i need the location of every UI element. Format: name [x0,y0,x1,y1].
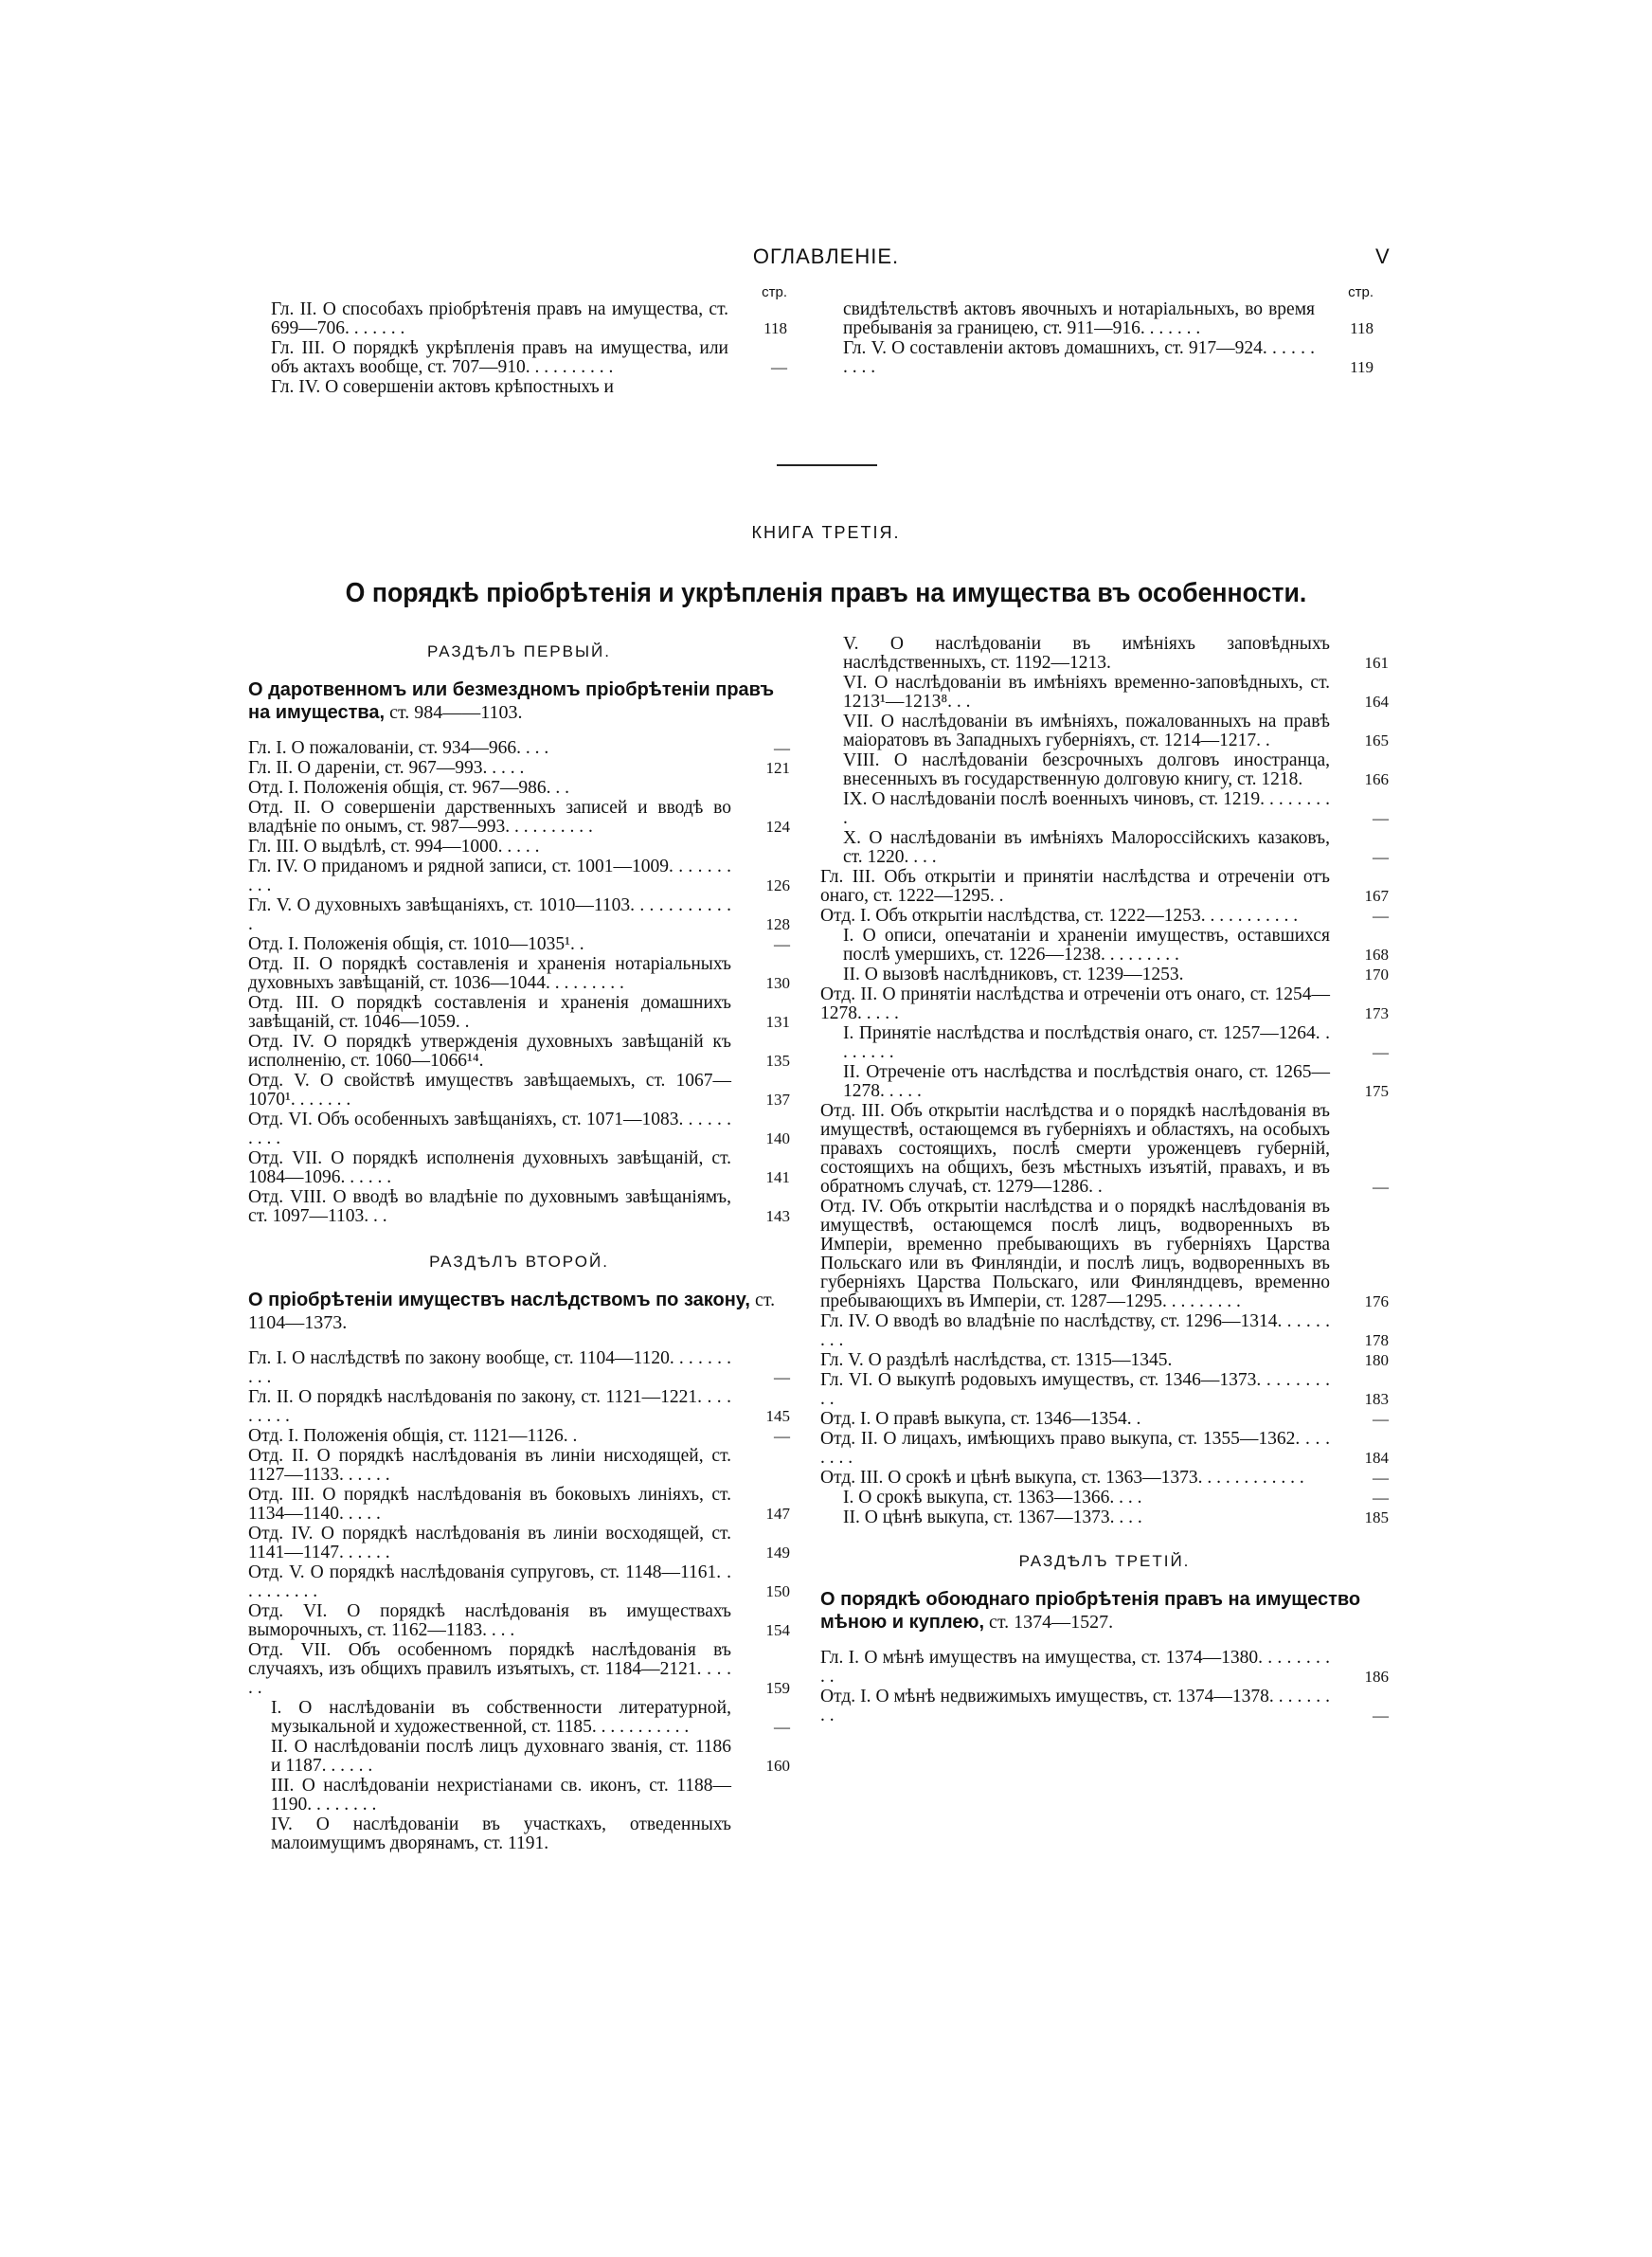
toc-entry [820,868,1389,906]
toc-entry [820,1312,1389,1350]
toc-entry-page: 170 [1364,966,1389,984]
section-2-entries [248,1349,790,1853]
toc-entry-text: Гл. IV. О вводѣ во владѣніе по наслѣдству, ст. 1296—1314. . . . . . . . . [820,1311,1330,1350]
toc-entry [820,790,1389,828]
toc-entry [820,1469,1389,1488]
toc-entry [820,927,1389,965]
toc-entry-page: 178 [1364,1331,1389,1349]
toc-entry-text: Гл. II. О порядкѣ наслѣдованія по закону, ст. 1121—1221. . . . . . . . . [248,1387,731,1426]
toc-entry-page: — [1373,907,1389,925]
toc-entry-page: — [774,935,790,953]
toc-entry [248,1188,790,1226]
toc-entry-text: Гл. V. О раздѣлѣ наслѣдства, ст. 1315—1345. [820,1350,1173,1370]
toc-entry-text: I. О наслѣдованіи въ собственности литературной, музыкальной и художественной, ст. 1185. . . . . . . . . . . [271,1698,731,1737]
toc-entry-text: V. О наслѣдованіи въ имѣніяхъ заповѣдныхъ наслѣдственныхъ, ст. 1192—1213. [843,634,1330,673]
toc-entry [248,779,790,798]
section-1-heading-range: ст. 984——1103. [385,702,523,723]
toc-entry-text: IX. О наслѣдованіи послѣ военныхъ чиновъ, ст. 1219. . . . . . . . . [843,789,1330,828]
toc-entry-page: 118 [1350,319,1374,337]
toc-entry [820,829,1389,867]
divider-rule [777,464,877,466]
toc-entry-text: Гл. I. О наслѣдствѣ по закону вообще, ст. 1104—1120. . . . . . . . . . [248,1348,731,1387]
toc-entry-text: Отд. II. О порядкѣ наслѣдованія въ линіи нисходящей, ст. 1127—1133. . . . . . [248,1446,731,1485]
toc-entry [248,935,790,954]
toc-entry [248,1563,790,1601]
toc-entry-page: 159 [765,1679,790,1697]
toc-entry [248,1110,790,1148]
toc-entry-text: Отд. III. О срокѣ и цѣнѣ выкупа, ст. 1363—1373. . . . . . . . . . . . [820,1468,1304,1488]
toc-entry-page: — [1373,1706,1389,1724]
section-2-continued-entries [820,635,1389,1527]
toc-entry [248,759,790,778]
toc-entry-page: 150 [765,1582,790,1600]
toc-entry [248,955,790,993]
toc-entry [248,1427,790,1446]
right-main-column [820,635,1389,1726]
toc-entry-text: II. О цѣнѣ выкупа, ст. 1367—1373. . . . [843,1508,1142,1527]
toc-entry-text: Отд. III. О порядкѣ составленія и храненія домашнихъ завѣщаній, ст. 1046—1059. . [248,993,731,1032]
toc-entry [271,300,787,338]
toc-entry [248,1525,790,1562]
toc-entry [248,1033,790,1071]
toc-entry-page: 147 [765,1505,790,1523]
top-left-column [271,284,787,398]
toc-entry-text: I. О описи, опечатаніи и храненіи имуществъ, оставшихся послѣ умершихъ, ст. 1226—1238. . . . . . . . . [843,926,1330,965]
toc-entry [248,1699,790,1737]
toc-entry [820,635,1389,673]
toc-entry [248,1641,790,1698]
toc-entry-text: III. О наслѣдованіи нехристіанами св. иконъ, ст. 1188—1190. . . . . . . . [271,1776,731,1815]
toc-entry-text: Отд. II. О лицахъ, имѣющихъ право выкупа, ст. 1355—1362. . . . . . . . [820,1429,1330,1468]
toc-entry-page: 175 [1364,1082,1389,1100]
section-3-heading [820,1588,1389,1634]
toc-entry-page: 164 [1364,693,1389,711]
toc-entry [248,1349,790,1387]
toc-entry-page: 131 [765,1013,790,1031]
page-column-head: стр. [1348,284,1374,300]
toc-entry-page: 149 [765,1544,790,1562]
toc-entry [820,1688,1389,1725]
toc-entry-page: 186 [1364,1668,1389,1686]
toc-entry [820,966,1389,984]
toc-entry-text: свидѣтельствѣ актовъ явочныхъ и нотаріальныхъ, во время пребыванія за границею, ст. 911—916. . . . . . . [843,299,1315,338]
toc-entry-page: 126 [765,876,790,894]
toc-entry [248,739,790,758]
toc-entry [820,1489,1389,1508]
toc-entry-page: — [1373,1043,1389,1061]
toc-entry-page: — [1373,1469,1389,1487]
toc-entry [820,985,1389,1023]
toc-entry [248,1602,790,1640]
toc-entry-text: Гл. II. О способахъ пріобрѣтенія правъ на имущества, ст. 699—706. . . . . . . [271,299,728,338]
toc-entry [820,1371,1389,1409]
toc-entry-page: 185 [1364,1508,1389,1526]
toc-entry [248,1486,790,1524]
toc-entry-page: 160 [765,1757,790,1775]
section-1-title: РАЗДѢЛЪ ПЕРВЫЙ. [427,642,611,660]
toc-entry [820,751,1389,789]
book-subtitle: О порядкѣ пріобрѣтенія и укрѣпленія правъ на имущества въ особенности. [345,578,1307,608]
toc-entry-page: 180 [1364,1351,1389,1369]
left-main-column [248,635,790,1854]
page-title: ОГЛАВЛЕНІЕ. [752,244,900,268]
toc-entry-text: Гл. V. О духовныхъ завѣщаніяхъ, ст. 1010—1103. . . . . . . . . . . . [248,895,731,934]
toc-entry-page: — [1373,1178,1389,1196]
toc-entry-text: Отд. VII. О порядкѣ исполненія духовныхъ завѣщаній, ст. 1084—1096. . . . . . [248,1148,731,1187]
toc-entry-page: — [774,1718,790,1736]
toc-entry-page: 176 [1364,1292,1389,1310]
toc-entry [248,799,790,837]
top-right-entries [843,300,1374,377]
toc-entry-page: — [774,739,790,757]
toc-entry-text: Гл. I. О пожалованіи, ст. 934—966. . . . [248,738,549,758]
toc-entry-text: Отд. IV. Объ открытіи наслѣдства и о порядкѣ наслѣдованія въ имуществѣ, остающемся послѣ лицъ, водворенныхъ въ Имперіи, временно пребывающихъ въ губерніяхъ Царства Польскаго или въ Финляндіи, и послѣ лицъ, водворенныхъ въ губерніяхъ Царства Польскаго, или Финляндцевъ, временно пребывающихъ въ Имперіи, ст. 1287—1295. . . . . . . . . [820,1197,1330,1311]
section-3-title: РАЗДѢЛЪ ТРЕТІЙ. [1018,1552,1191,1570]
toc-entry-page: 121 [765,759,790,777]
toc-entry-text: Отд. I. Положенія общія, ст. 1010—1035¹. . [248,934,584,954]
toc-entry-page: 168 [1364,946,1389,964]
toc-entry-page: 124 [765,818,790,836]
toc-entry [248,1388,790,1426]
toc-entry [248,1072,790,1110]
toc-entry-page: 173 [1364,1004,1389,1022]
toc-entry-page: — [774,1368,790,1386]
toc-entry-text: Отд. V. О порядкѣ наслѣдованія супруговъ, ст. 1148—1161. . . . . . . . . . [248,1562,731,1601]
toc-entry-text: II. О вызовѣ наслѣдниковъ, ст. 1239—1253. [843,965,1184,984]
toc-entry [820,1649,1389,1687]
toc-entry [820,1198,1389,1311]
toc-entry-text: I. О срокѣ выкупа, ст. 1363—1366. . . . [843,1488,1142,1508]
toc-entry-text: Гл. III. О выдѣлѣ, ст. 994—1000. . . . . [248,837,540,857]
toc-entry-page: 161 [1364,654,1389,672]
toc-entry [248,858,790,895]
toc-entry-text: Отд. III. Объ открытіи наслѣдства и о порядкѣ наслѣдованія въ имуществѣ, остающемся въ губерніяхъ и областяхъ, на особыхъ правахъ состоящихъ, послѣ смерти уроженцевъ губерній, состоящихъ на общихъ, безъ мѣстныхъ изъятій, правахъ, и въ обратномъ случаѣ, ст. 1279—1286. . [820,1101,1330,1197]
toc-entry-text: Отд. VI. Объ особенныхъ завѣщаніяхъ, ст. 1071—1083. . . . . . . . . . [248,1110,731,1148]
toc-entry-page: 135 [765,1052,790,1070]
toc-entry-page: — [1373,1489,1389,1507]
toc-entry [820,674,1389,712]
toc-entry-page: — [1373,848,1389,866]
toc-entry-text: Отд. VI. О порядкѣ наслѣдованія въ имуществахъ выморочныхъ, ст. 1162—1183. . . . [248,1601,731,1640]
top-right-column [843,284,1374,378]
toc-entry [248,1149,790,1187]
toc-entry [820,1351,1389,1370]
toc-entry-page: 184 [1364,1449,1389,1467]
toc-entry-page: 165 [1364,731,1389,749]
toc-entry [248,1447,790,1485]
toc-entry-text: Отд. I. О правѣ выкупа, ст. 1346—1354. . [820,1409,1141,1429]
toc-entry-text: Гл. VI. О выкупѣ родовыхъ имуществъ, ст. 1346—1373. . . . . . . . . . [820,1370,1330,1409]
toc-entry [820,1508,1389,1527]
toc-entry-page: 166 [1364,770,1389,788]
toc-entry-text: I. Принятіе наслѣдства и послѣдствія онаго, ст. 1257—1264. . . . . . . . [843,1023,1330,1062]
toc-entry [820,1024,1389,1062]
toc-entry [820,1410,1389,1429]
toc-entry-page: 137 [765,1091,790,1109]
toc-entry [271,339,787,377]
section-3-entries [820,1649,1389,1725]
toc-entry-page: 167 [1364,887,1389,905]
toc-entry-text: IV. О наслѣдованіи въ участкахъ, отведенныхъ малоимущимъ дворянамъ, ст. 1191. [271,1815,731,1853]
toc-entry-page: 140 [765,1129,790,1147]
toc-entry-text: Отд. I. Положенія общія, ст. 1121—1126. . [248,1426,578,1446]
toc-entry-text: II. О наслѣдованіи послѣ лицъ духовнаго званія, ст. 1186 и 1187. . . . . . [271,1737,731,1776]
section-1-heading-bold: О даротвенномъ или безмездномъ пріобрѣтеніи правъ на имущества, [248,679,775,723]
toc-entry-page: 145 [765,1407,790,1425]
toc-entry-page: 118 [763,319,787,337]
toc-entry-text: Гл. III. О порядкѣ укрѣпленія правъ на имущества, или объ актахъ вообще, ст. 707—910. . . . . . . . . . [271,338,728,377]
toc-entry-text: Отд. VII. Объ особенномъ порядкѣ наслѣдованія въ случаяхъ, изъ общихъ правилъ изъятыхъ, ст. 1184—2121. . . . . . [248,1640,731,1698]
toc-entry-text: Отд. IV. О порядкѣ наслѣдованія въ линіи восходящей, ст. 1141—1147. . . . . . [248,1524,731,1562]
top-left-entries [271,300,787,397]
toc-entry [248,838,790,857]
toc-entry-text: Отд. II. О порядкѣ составленія и храненія нотаріальныхъ духовныхъ завѣщаній, ст. 1036—1044. . . . . . . . . [248,954,731,993]
page-number: V [1375,244,1391,268]
section-3-heading-range: ст. 1374—1527. [984,1612,1114,1633]
toc-entry [843,300,1374,338]
toc-entry-text: Гл. II. О дареніи, ст. 967—993. . . . . [248,758,525,778]
toc-entry [248,994,790,1032]
toc-entry-text: VI. О наслѣдованіи въ имѣніяхъ временно-заповѣдныхъ, ст. 1213¹—1213⁸. . . [843,673,1330,712]
section-1-entries [248,739,790,1226]
toc-entry-page: 143 [765,1207,790,1225]
toc-entry-text: Отд. I. Положенія общія, ст. 967—986. . . [248,778,570,798]
toc-entry-text: Гл. IV. О приданомъ и рядной записи, ст. 1001—1009. . . . . . . . . . [248,857,731,895]
toc-entry-text: Отд. IV. О порядкѣ утвержденія духовныхъ завѣщаній къ исполненію, ст. 1060—1066¹⁴. [248,1032,731,1071]
toc-entry-text: Отд. II. О принятіи наслѣдства и отреченіи отъ онаго, ст. 1254—1278. . . . . [820,984,1330,1023]
toc-entry-text: II. Отреченіе отъ наслѣдства и послѣдствія онаго, ст. 1265—1278. . . . . [843,1062,1330,1101]
section-2-title: РАЗДѢЛЪ ВТОРОЙ. [429,1253,609,1271]
toc-entry-text: Отд. II. О совершеніи дарственныхъ записей и вводѣ во владѣніе по онымъ, ст. 987—993. . . . . . . . . . [248,798,731,837]
toc-entry-page: 183 [1364,1390,1389,1408]
section-1-heading [248,678,790,724]
toc-entry-text: Гл. I. О мѣнѣ имуществъ на имущества, ст. 1374—1380. . . . . . . . . . [820,1648,1330,1687]
page-column-head: стр. [762,284,787,300]
toc-entry-text: Отд. I. О мѣнѣ недвижимыхъ имуществъ, ст. 1374—1378. . . . . . . . . [820,1687,1330,1725]
toc-entry [843,339,1374,377]
toc-entry-page: 128 [765,915,790,933]
toc-entry [820,1063,1389,1101]
toc-entry [248,896,790,934]
toc-entry-text: X. О наслѣдованіи въ имѣніяхъ Малороссійскихъ казаковъ, ст. 1220. . . . [843,828,1330,867]
section-2-heading-bold: О пріобрѣтеніи имуществъ наслѣдствомъ по закону, [248,1290,750,1310]
toc-entry [820,907,1389,926]
toc-entry [820,713,1389,750]
section-2-heading-range: ст. 1104—1373. [248,1290,776,1333]
toc-entry-page: 141 [765,1168,790,1186]
section-3-heading-bold: О порядкѣ обоюднаго пріобрѣтенія правъ на имущество мѣною и куплею, [820,1589,1361,1633]
section-2-heading [248,1289,790,1334]
toc-entry-text: Гл. IV. О совершеніи актовъ крѣпостныхъ и [271,377,614,397]
toc-entry-page: 119 [1350,358,1374,376]
book-title: КНИГА ТРЕТІЯ. [751,523,901,542]
toc-entry [820,1102,1389,1197]
toc-entry-page: — [774,1427,790,1445]
toc-entry-text: Отд. I. Объ открытіи наслѣдства, ст. 1222—1253. . . . . . . . . . . [820,906,1299,926]
toc-entry-text: Отд. V. О свойствѣ имуществъ завѣщаемыхъ, ст. 1067—1070¹. . . . . . . [248,1071,731,1110]
toc-entry-page: — [1373,1410,1389,1428]
toc-entry-page: 130 [765,974,790,992]
toc-entry-text: Отд. III. О порядкѣ наслѣдованія въ боковыхъ линіяхъ, ст. 1134—1140. . . . . [248,1485,731,1524]
toc-entry-page: — [771,358,787,376]
toc-entry-page: — [1373,809,1389,827]
toc-entry [820,1430,1389,1468]
toc-entry [248,1815,790,1853]
toc-entry-text: Гл. III. Объ открытіи и принятіи наслѣдства и отреченіи отъ онаго, ст. 1222—1295. . [820,867,1330,906]
toc-entry [271,378,787,397]
toc-entry-text: Отд. VIII. О вводѣ во владѣніе по духовнымъ завѣщаніямъ, ст. 1097—1103. . . [248,1187,731,1226]
toc-entry-text: VIII. О наслѣдованіи безсрочныхъ долговъ иностранца, внесенныхъ въ государственную долговую книгу, ст. 1218. [843,750,1330,789]
toc-entry-page: 154 [765,1621,790,1639]
toc-entry [248,1738,790,1776]
toc-entry-text: VII. О наслѣдованіи въ имѣніяхъ, пожалованныхъ на правѣ маіоратовъ въ Западныхъ губерніяхъ, ст. 1214—1217. . [843,712,1330,750]
toc-entry [248,1777,790,1815]
toc-entry-text: Гл. V. О составленіи актовъ домашнихъ, ст. 917—924. . . . . . . . . . [843,338,1315,377]
